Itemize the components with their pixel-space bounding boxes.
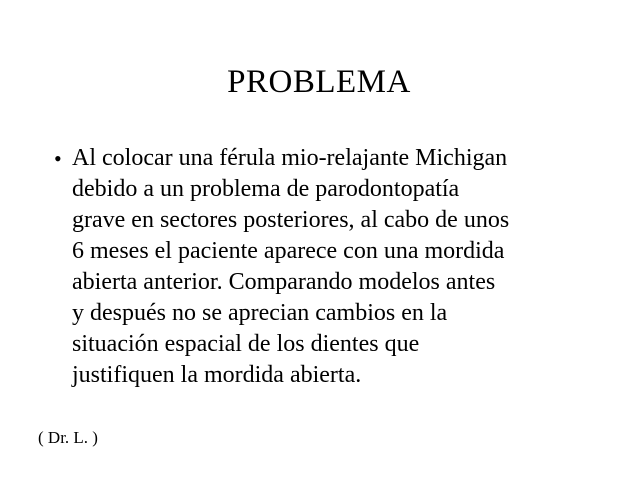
bullet-text-line: y después no se aprecian cambios en la [72,300,448,326]
bullet-text-line: Al colocar una férula mio-relajante Michigan [72,145,508,171]
bullet-text-line: 6 meses el paciente aparece con una mordida [72,238,505,264]
bullet-text-line: situación espacial de los dientes que [72,331,420,357]
bullet-text-line: justifiquen la mordida abierta. [72,362,362,388]
bullet-item [51,143,611,391]
bullet-text-line: abierta anterior. Comparando modelos antes [72,269,496,295]
bullet-marker-icon: • [54,146,62,171]
bullet-list [51,143,611,391]
author-note: ( Dr. L. ) [38,428,98,447]
bullet-text-line: debido a un problema de parodontopatía [72,176,460,202]
slide-title: PROBLEMA [227,64,411,100]
bullet-text-line: grave en sectores posteriores, al cabo de unos [72,207,510,233]
